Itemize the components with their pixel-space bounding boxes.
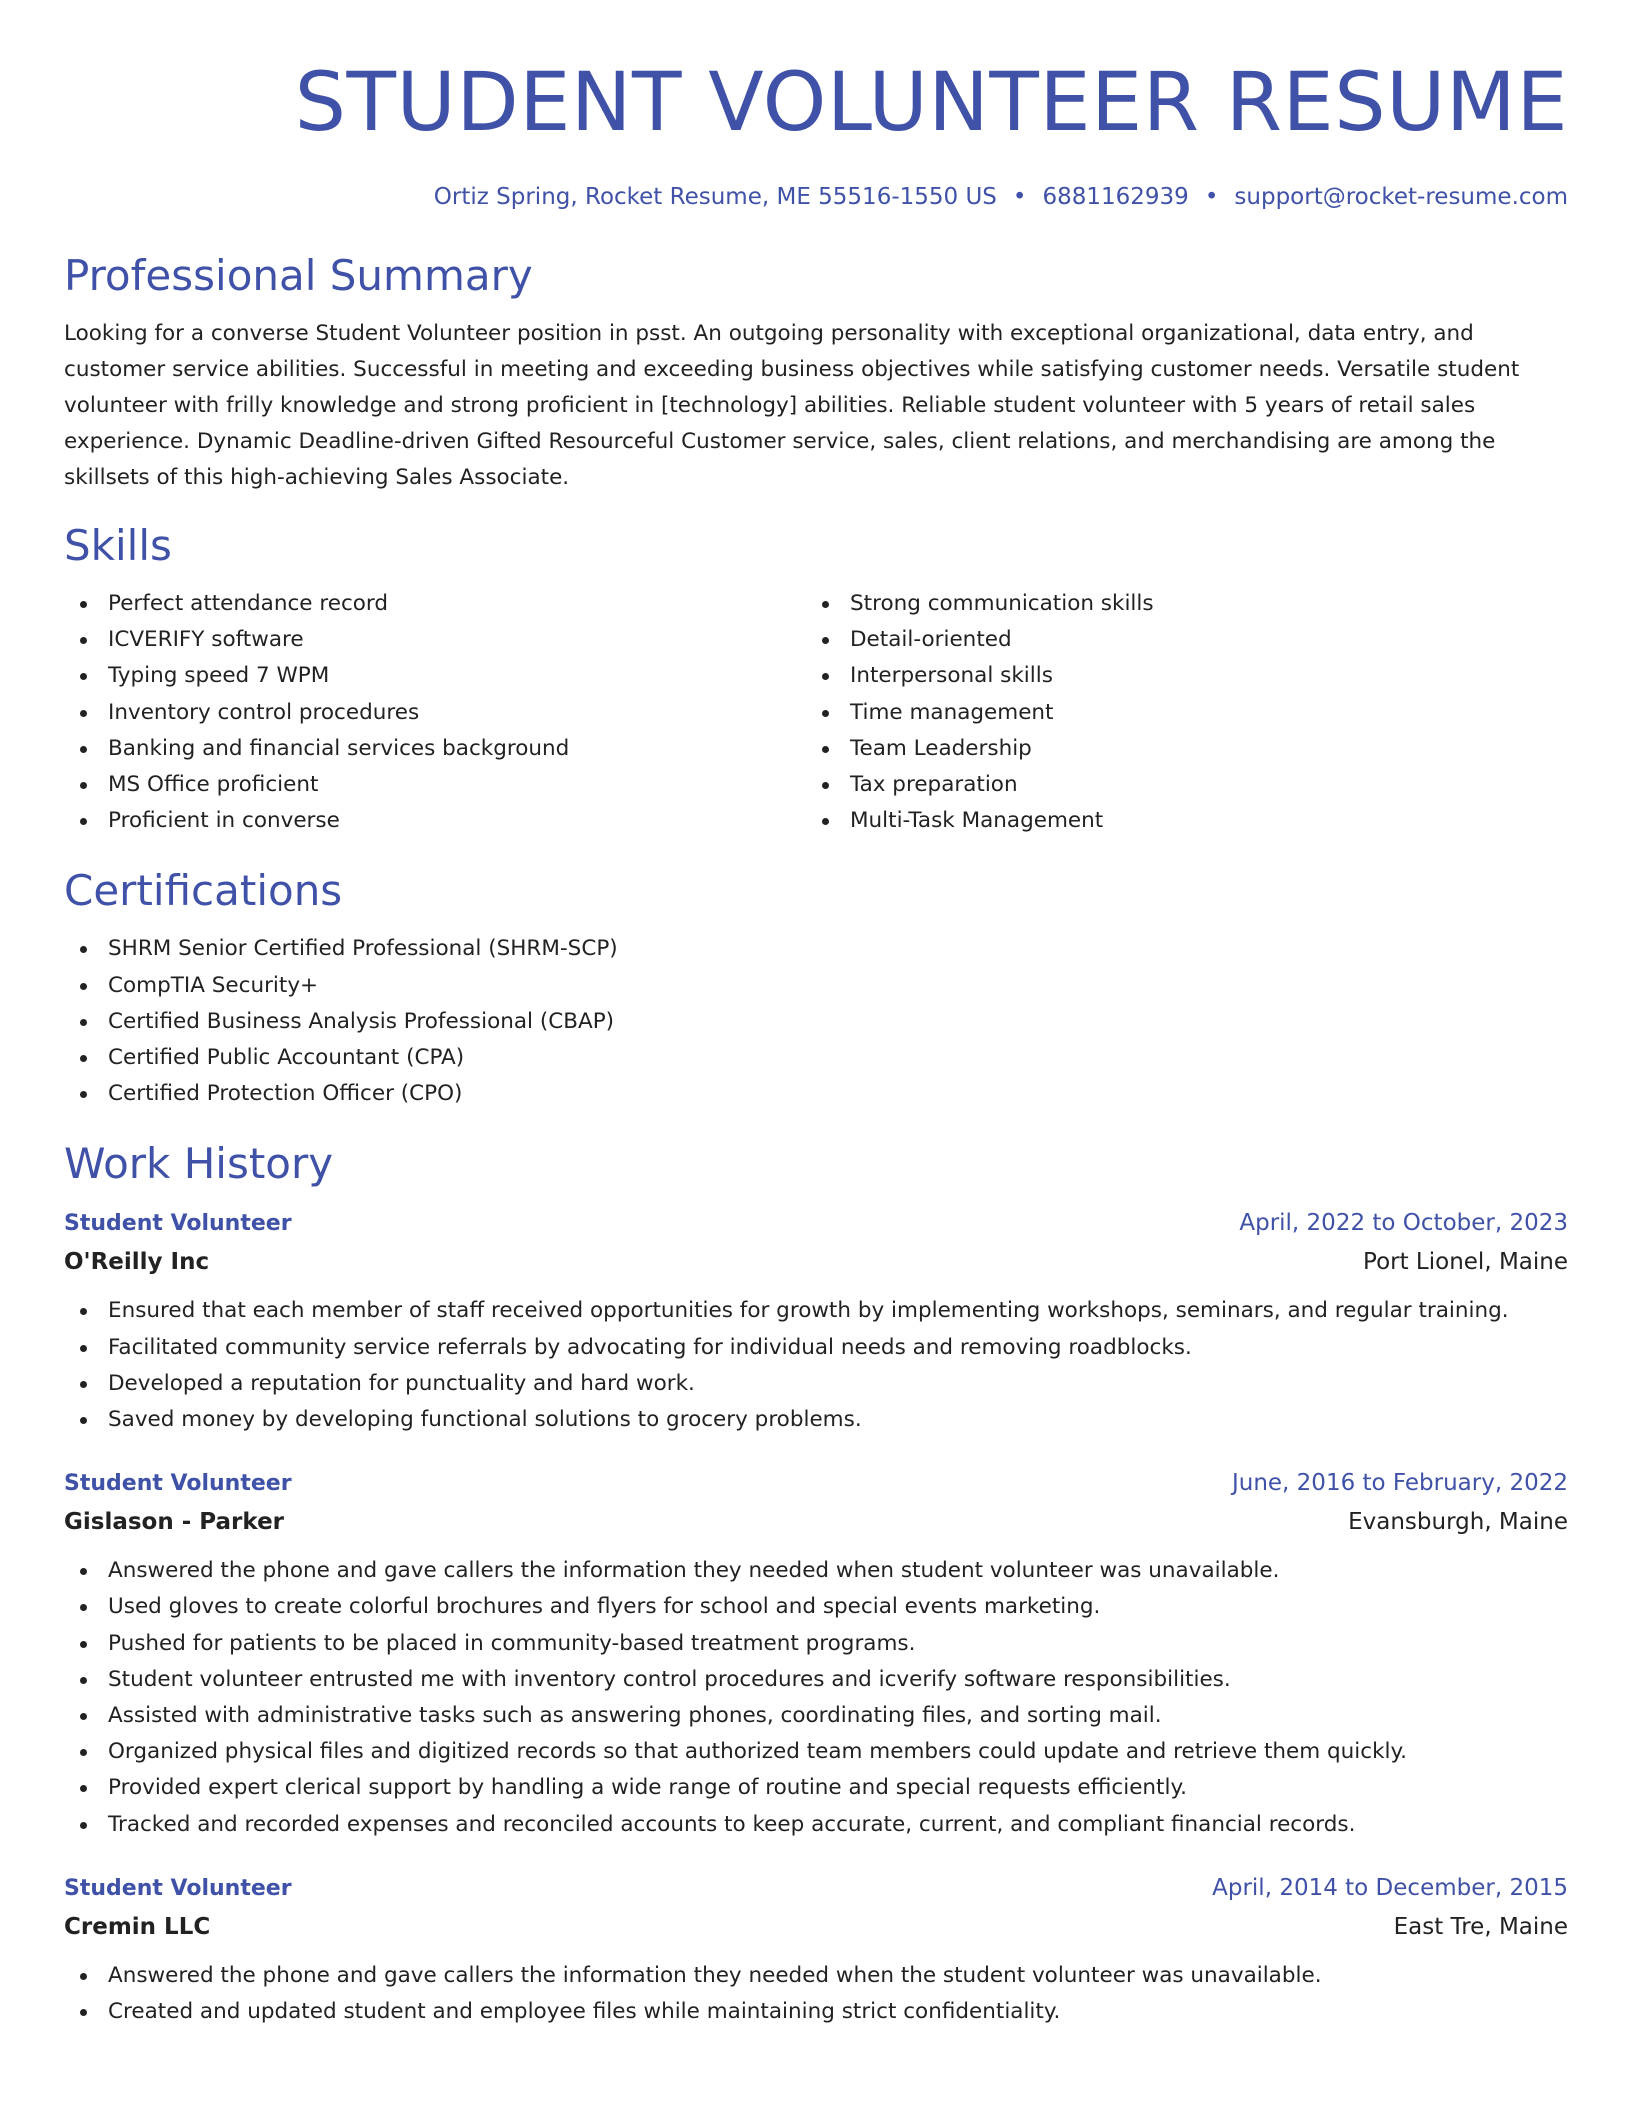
email: support@rocket-resume.com [1234, 184, 1568, 210]
skill-item: Inventory control procedures [64, 695, 806, 731]
phone: 6881162939 [1042, 184, 1189, 210]
job-header [64, 1464, 1568, 1503]
resume-title: STUDENT VOLUNTEER RESUME [294, 56, 1568, 150]
certification-item: Certified Protection Officer (CPO) [64, 1076, 1568, 1112]
job-bullet: Ensured that each member of staff received opportunities for growth by implementing workshops, seminars, and regular training. [64, 1293, 1568, 1329]
job-bullet: Assisted with administrative tasks such as answering phones, coordinating files, and sorting mail. [64, 1698, 1568, 1734]
skill-item: Multi-Task Management [806, 803, 1548, 839]
job-bullet: Pushed for patients to be placed in community-based treatment programs. [64, 1626, 1568, 1662]
company-name: Cremin LLC [64, 1913, 211, 1940]
job-header [64, 1204, 1568, 1243]
company-name: O'Reilly Inc [64, 1249, 210, 1276]
separator: • [1012, 184, 1027, 210]
job-dates: April, 2014 to December, 2015 [1212, 1874, 1568, 1901]
resume-header [64, 56, 1568, 212]
skill-item: Team Leadership [806, 731, 1548, 767]
contact-line [64, 182, 1568, 212]
job-subheader [64, 1503, 1568, 1541]
job-title: Student Volunteer [64, 1875, 292, 1901]
job-bullet: Used gloves to create colorful brochures and flyers for school and special events marketing. [64, 1589, 1568, 1625]
skill-item: Time management [806, 695, 1548, 731]
job-bullet: Tracked and recorded expenses and reconciled accounts to keep accurate, current, and compliant financial records. [64, 1807, 1568, 1843]
company-name: Gislason - Parker [64, 1509, 285, 1536]
job-title: Student Volunteer [64, 1471, 292, 1497]
job-bullet: Developed a reputation for punctuality and hard work. [64, 1366, 1568, 1402]
job-bullets [64, 1958, 1568, 2030]
job-entry [64, 1204, 1568, 1438]
address: Ortiz Spring, Rocket Resume, ME 55516-1550 US [433, 184, 997, 210]
skills-heading: Skills [64, 521, 172, 570]
skills-columns [64, 586, 1568, 839]
job-bullet: Created and updated student and employee files while maintaining strict confidentiality. [64, 1994, 1568, 2030]
certification-item: Certified Public Accountant (CPA) [64, 1040, 1568, 1076]
job-bullet: Answered the phone and gave callers the information they needed when the student volunteer was unavailable. [64, 1958, 1568, 1994]
job-bullets [64, 1553, 1568, 1843]
summary-heading: Professional Summary [64, 251, 533, 300]
work-history-heading: Work History [64, 1139, 334, 1189]
job-bullet: Saved money by developing functional solutions to grocery problems. [64, 1402, 1568, 1438]
job-entry [64, 1464, 1568, 1843]
skill-item: MS Office proficient [64, 767, 806, 803]
job-location: Port Lionel, Maine [1363, 1249, 1568, 1276]
certifications-list [64, 931, 1568, 1112]
skill-item: Strong communication skills [806, 586, 1548, 622]
skills-list-left [64, 586, 806, 839]
certifications-heading: Certifications [64, 866, 343, 916]
skill-item: Interpersonal skills [806, 658, 1548, 694]
job-bullet: Provided expert clerical support by handling a wide range of routine and special requests efficiently. [64, 1770, 1568, 1806]
job-location: East Tre, Maine [1393, 1913, 1568, 1940]
job-bullet: Organized physical files and digitized records so that authorized team members could update and retrieve them quickly. [64, 1734, 1568, 1770]
skill-item: ICVERIFY software [64, 622, 806, 658]
skill-item: Typing speed 7 WPM [64, 658, 806, 694]
skill-item: Tax preparation [806, 767, 1548, 803]
summary-text: Looking for a converse Student Volunteer position in psst. An outgoing personality with exceptional organizational, data entry, and customer service abilities. Successful in meeting and exceeding business objectives while satisfying customer needs. Versatile student volunteer with frilly knowledge and strong proficient in [technology] abilities. Reliable student volunteer with 5 years of retail sales experience. Dynamic Deadline-driven Gifted Resourceful Customer service, sales, client relations, and merchandising are among the skillsets of this high-achieving Sales Associate. [64, 321, 1520, 490]
job-subheader [64, 1243, 1568, 1281]
job-bullet: Student volunteer entrusted me with inventory control procedures and icverify software responsibilities. [64, 1662, 1568, 1698]
job-header [64, 1869, 1568, 1908]
skill-item: Proficient in converse [64, 803, 806, 839]
certification-item: CompTIA Security+ [64, 968, 1568, 1004]
skill-item: Detail-oriented [806, 622, 1548, 658]
skills-list-right [806, 586, 1548, 839]
job-location: Evansburgh, Maine [1348, 1509, 1568, 1536]
skill-item: Perfect attendance record [64, 586, 806, 622]
job-subheader [64, 1908, 1568, 1946]
job-bullets [64, 1293, 1568, 1438]
job-dates: June, 2016 to February, 2022 [1231, 1470, 1568, 1497]
certification-item: Certified Business Analysis Professional (CBAP) [64, 1004, 1568, 1040]
job-title: Student Volunteer [64, 1211, 292, 1237]
certification-item: SHRM Senior Certified Professional (SHRM-SCP) [64, 931, 1568, 967]
job-bullet: Facilitated community service referrals by advocating for individual needs and removing roadblocks. [64, 1330, 1568, 1366]
job-entry [64, 1869, 1568, 2030]
skill-item: Banking and financial services background [64, 731, 806, 767]
job-bullet: Answered the phone and gave callers the information they needed when student volunteer was unavailable. [64, 1553, 1568, 1589]
separator: • [1204, 184, 1219, 210]
job-dates: April, 2022 to October, 2023 [1239, 1210, 1568, 1237]
